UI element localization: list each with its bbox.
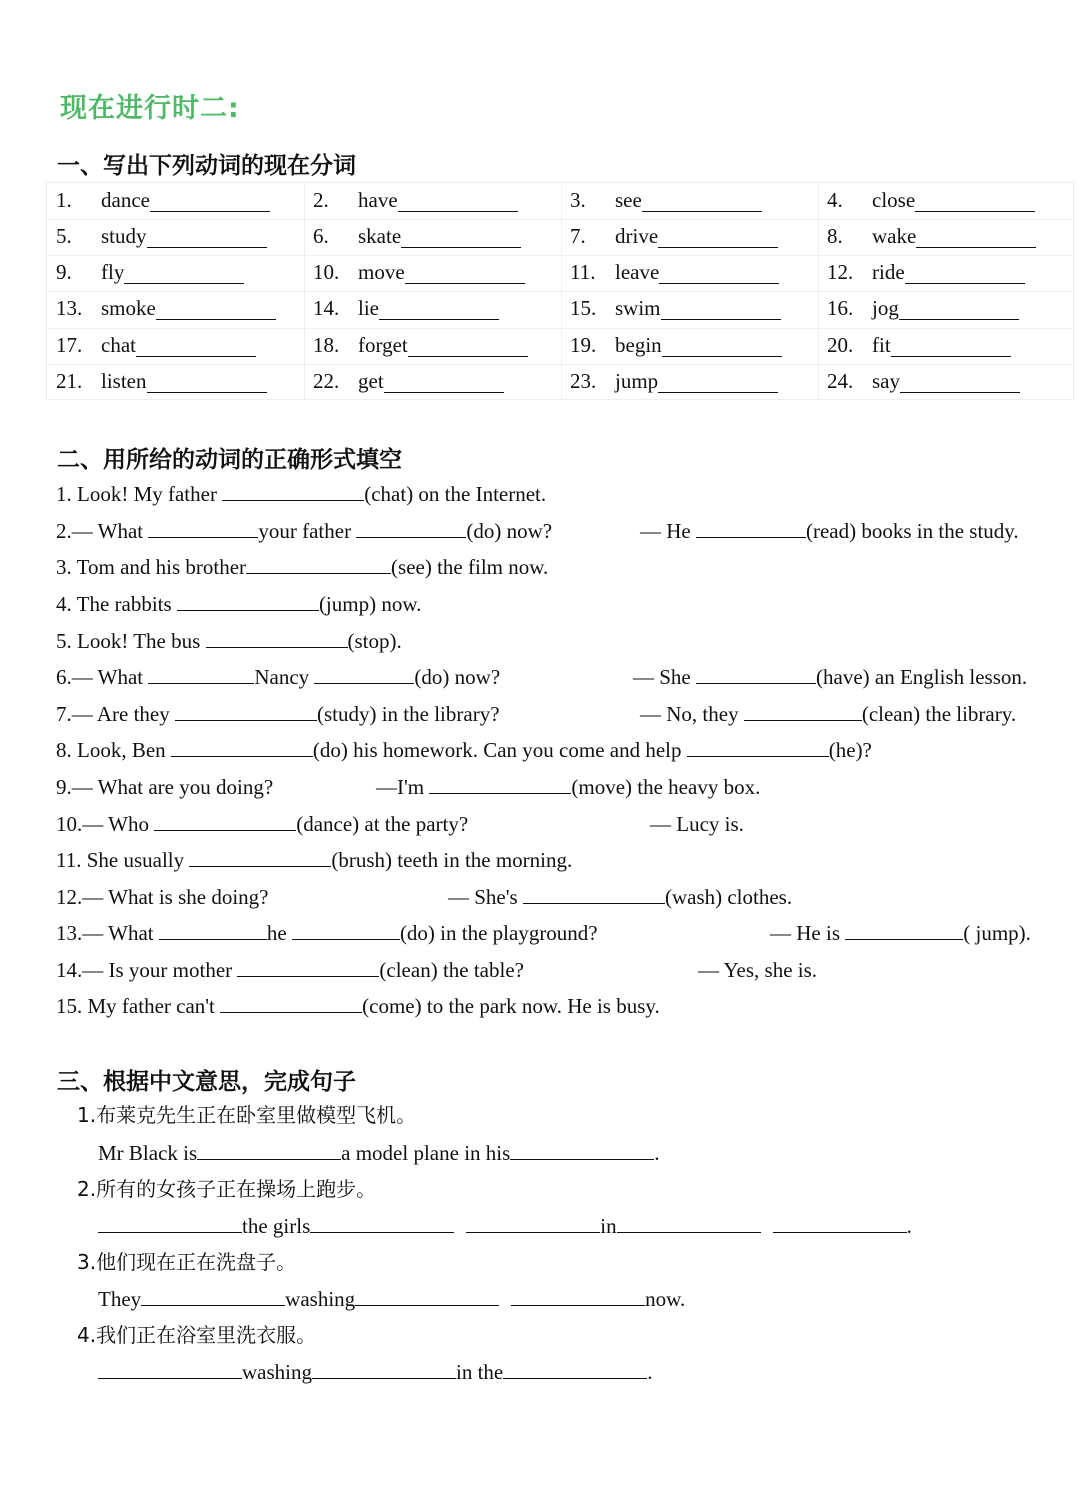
verb-item xyxy=(313,363,504,399)
answer-blank[interactable] xyxy=(744,700,862,721)
question-2: 2.— What your father (do) now? xyxy=(56,519,553,543)
answer-blank[interactable] xyxy=(148,517,258,538)
verb-item xyxy=(570,290,781,326)
verb-number: 15. xyxy=(570,296,597,320)
verb-number: 12. xyxy=(827,260,854,284)
answer-blank[interactable] xyxy=(891,330,1011,357)
answer-blank[interactable] xyxy=(466,1212,600,1233)
verb-word: close xyxy=(872,188,916,212)
verb-item xyxy=(570,363,778,399)
answer-blank[interactable] xyxy=(658,221,778,248)
section1-heading: 一、写出下列动词的现在分词 xyxy=(57,153,356,179)
question-1: 1. Look! My father (chat) on the Internet. xyxy=(56,482,547,506)
answer-blank[interactable] xyxy=(503,1358,647,1379)
verb-item xyxy=(570,327,782,363)
question-11: 11. She usually (brush) teeth in the morning. xyxy=(56,848,573,872)
answer-blank[interactable] xyxy=(124,257,244,284)
answer-blank[interactable] xyxy=(662,330,782,357)
verb-word: study xyxy=(101,224,147,248)
answer-blank[interactable] xyxy=(905,257,1025,284)
answer-blank[interactable] xyxy=(141,1285,285,1306)
question-6: 6.— What Nancy (do) now? xyxy=(56,665,501,689)
question-15: 15. My father can't (come) to the park now. He is busy. xyxy=(56,994,660,1018)
verb-word: fit xyxy=(872,333,891,357)
answer-blank[interactable] xyxy=(659,257,779,284)
verb-item xyxy=(56,327,256,363)
verb-number: 19. xyxy=(570,333,597,357)
verb-item xyxy=(313,327,528,363)
question-13-answer: — He is ( jump). xyxy=(770,921,1031,945)
answer-blank[interactable] xyxy=(314,663,414,684)
question-3: 3. Tom and his brother (see) the film now. xyxy=(56,555,549,579)
verb-number: 18. xyxy=(313,333,340,357)
answer-blank[interactable] xyxy=(98,1358,242,1379)
verb-word: jog xyxy=(872,296,899,320)
section2-heading: 二、用所给的动词的正确形式填空 xyxy=(57,447,402,473)
verb-number: 6. xyxy=(313,224,329,248)
verb-word: get xyxy=(358,369,384,393)
verb-item xyxy=(56,290,276,326)
answer-blank[interactable] xyxy=(156,293,276,320)
question-8: 8. Look, Ben (do) his homework. Can you come and help (he)? xyxy=(56,738,872,762)
verb-item xyxy=(570,254,779,290)
verb-item xyxy=(313,218,521,254)
verb-word: smoke xyxy=(101,296,156,320)
answer-blank[interactable] xyxy=(900,366,1020,393)
answer-blank[interactable] xyxy=(222,480,364,501)
answer-blank[interactable] xyxy=(899,293,1019,320)
answer-blank[interactable] xyxy=(148,663,254,684)
answer-blank[interactable] xyxy=(405,257,525,284)
answer-blank[interactable] xyxy=(147,221,267,248)
verb-item xyxy=(827,182,1035,218)
question-12: 12.— What is she doing? xyxy=(56,885,269,909)
answer-blank[interactable] xyxy=(511,1285,645,1306)
verb-word: ride xyxy=(872,260,905,284)
verb-word: drive xyxy=(615,224,659,248)
verb-word: move xyxy=(358,260,405,284)
verb-number: 4. xyxy=(827,188,843,212)
verb-item xyxy=(827,290,1019,326)
verb-number: 7. xyxy=(570,224,586,248)
answer-blank[interactable] xyxy=(845,919,963,940)
verb-word: have xyxy=(358,188,398,212)
question-9-answer: —I'm (move) the heavy box. xyxy=(376,775,761,799)
verb-number: 2. xyxy=(313,188,329,212)
verb-number: 5. xyxy=(56,224,72,248)
answer-blank[interactable] xyxy=(356,517,466,538)
answer-blank[interactable] xyxy=(312,1358,456,1379)
sentence-3: They washing now. xyxy=(98,1287,686,1311)
question-6-answer: — She (have) an English lesson. xyxy=(633,665,1028,689)
verb-item xyxy=(56,254,244,290)
verb-word: leave xyxy=(615,260,660,284)
verb-number: 11. xyxy=(570,260,596,284)
verb-number: 8. xyxy=(827,224,843,248)
verb-number: 1. xyxy=(56,188,72,212)
verb-item xyxy=(313,182,518,218)
answer-blank[interactable] xyxy=(177,590,319,611)
answer-blank[interactable] xyxy=(246,553,391,574)
verb-number: 14. xyxy=(313,296,340,320)
question-14-answer: — Yes, she is. xyxy=(698,958,818,982)
question-10-answer: — Lucy is. xyxy=(650,812,744,836)
section3-heading: 三、根据中文意思，完成句子 xyxy=(57,1069,356,1095)
verb-item xyxy=(827,327,1011,363)
answer-blank[interactable] xyxy=(355,1285,499,1306)
verb-item xyxy=(570,182,762,218)
verb-word: skate xyxy=(358,224,402,248)
answer-blank[interactable] xyxy=(147,366,267,393)
answer-blank[interactable] xyxy=(159,919,267,940)
answer-blank[interactable] xyxy=(661,293,781,320)
answer-blank[interactable] xyxy=(310,1212,454,1233)
sentence-1-chinese: 1.布莱克先生正在卧室里做模型飞机。 xyxy=(77,1103,417,1127)
verb-word: say xyxy=(872,369,900,393)
question-4: 4. The rabbits (jump) now. xyxy=(56,592,422,616)
verb-number: 24. xyxy=(827,369,854,393)
verb-word: lie xyxy=(358,296,379,320)
answer-blank[interactable] xyxy=(642,185,762,212)
verb-number: 10. xyxy=(313,260,340,284)
verb-word: dance xyxy=(101,188,150,212)
answer-blank[interactable] xyxy=(916,221,1036,248)
answer-blank[interactable] xyxy=(136,330,256,357)
answer-blank[interactable] xyxy=(401,221,521,248)
verb-item xyxy=(827,363,1020,399)
verb-number: 23. xyxy=(570,369,597,393)
answer-blank[interactable] xyxy=(696,517,806,538)
question-9: 9.— What are you doing? xyxy=(56,775,274,799)
verb-word: see xyxy=(615,188,642,212)
answer-blank[interactable] xyxy=(220,992,362,1013)
answer-blank[interactable] xyxy=(189,846,331,867)
answer-blank[interactable] xyxy=(510,1139,654,1160)
question-10: 10.— Who (dance) at the party? xyxy=(56,812,469,836)
answer-blank[interactable] xyxy=(292,919,400,940)
question-7: 7.— Are they (study) in the library? xyxy=(56,702,500,726)
question-14: 14.— Is your mother (clean) the table? xyxy=(56,958,524,982)
verb-number: 22. xyxy=(313,369,340,393)
verb-number: 17. xyxy=(56,333,83,357)
sentence-3-chinese: 3.他们现在正在洗盘子。 xyxy=(77,1250,297,1274)
verb-item xyxy=(56,182,270,218)
verb-number: 13. xyxy=(56,296,83,320)
question-7-answer: — No, they (clean) the library. xyxy=(640,702,1017,726)
verb-number: 3. xyxy=(570,188,586,212)
sentence-1: Mr Black is a model plane in his . xyxy=(98,1141,660,1165)
verb-item xyxy=(827,254,1025,290)
answer-blank[interactable] xyxy=(154,810,296,831)
answer-blank[interactable] xyxy=(773,1212,907,1233)
question-13: 13.— What he (do) in the playground? xyxy=(56,921,598,945)
answer-blank[interactable] xyxy=(687,736,829,757)
answer-blank[interactable] xyxy=(617,1212,761,1233)
answer-blank[interactable] xyxy=(206,627,348,648)
question-5: 5. Look! The bus (stop). xyxy=(56,629,402,653)
verb-item xyxy=(313,254,525,290)
verb-word: wake xyxy=(872,224,917,248)
verb-word: fly xyxy=(101,260,125,284)
sentence-4-chinese: 4.我们正在浴室里洗衣服。 xyxy=(77,1323,317,1347)
verb-word: listen xyxy=(101,369,147,393)
verb-word: forget xyxy=(358,333,408,357)
answer-blank[interactable] xyxy=(915,185,1035,212)
sentence-2-chinese: 2.所有的女孩子正在操场上跑步。 xyxy=(77,1177,377,1201)
answer-blank[interactable] xyxy=(523,883,665,904)
page-title: 现在进行时二: xyxy=(60,93,240,124)
answer-blank[interactable] xyxy=(171,736,313,757)
verb-item xyxy=(827,218,1036,254)
verb-number: 21. xyxy=(56,369,83,393)
verb-word: swim xyxy=(615,296,661,320)
answer-blank[interactable] xyxy=(398,185,518,212)
answer-blank[interactable] xyxy=(379,293,499,320)
sentence-4: washing in the . xyxy=(98,1358,653,1386)
answer-blank[interactable] xyxy=(408,330,528,357)
verb-number: 9. xyxy=(56,260,72,284)
answer-blank[interactable] xyxy=(237,956,379,977)
verb-item xyxy=(570,218,778,254)
answer-blank[interactable] xyxy=(696,663,816,684)
question-2-answer: — He (read) books in the study. xyxy=(640,519,1019,543)
verb-item xyxy=(56,218,267,254)
answer-blank[interactable] xyxy=(197,1139,341,1160)
verb-word: jump xyxy=(615,369,659,393)
answer-blank[interactable] xyxy=(429,773,571,794)
verb-item xyxy=(313,290,499,326)
answer-blank[interactable] xyxy=(384,366,504,393)
question-12-answer: — She's (wash) clothes. xyxy=(448,885,793,909)
sentence-2: the girls in . xyxy=(98,1212,912,1240)
verb-word: chat xyxy=(101,333,136,357)
answer-blank[interactable] xyxy=(175,700,317,721)
verb-item xyxy=(56,363,267,399)
answer-blank[interactable] xyxy=(658,366,778,393)
verb-number: 20. xyxy=(827,333,854,357)
verb-number: 16. xyxy=(827,296,854,320)
verb-word: begin xyxy=(615,333,662,357)
answer-blank[interactable] xyxy=(98,1212,242,1233)
answer-blank[interactable] xyxy=(150,185,270,212)
